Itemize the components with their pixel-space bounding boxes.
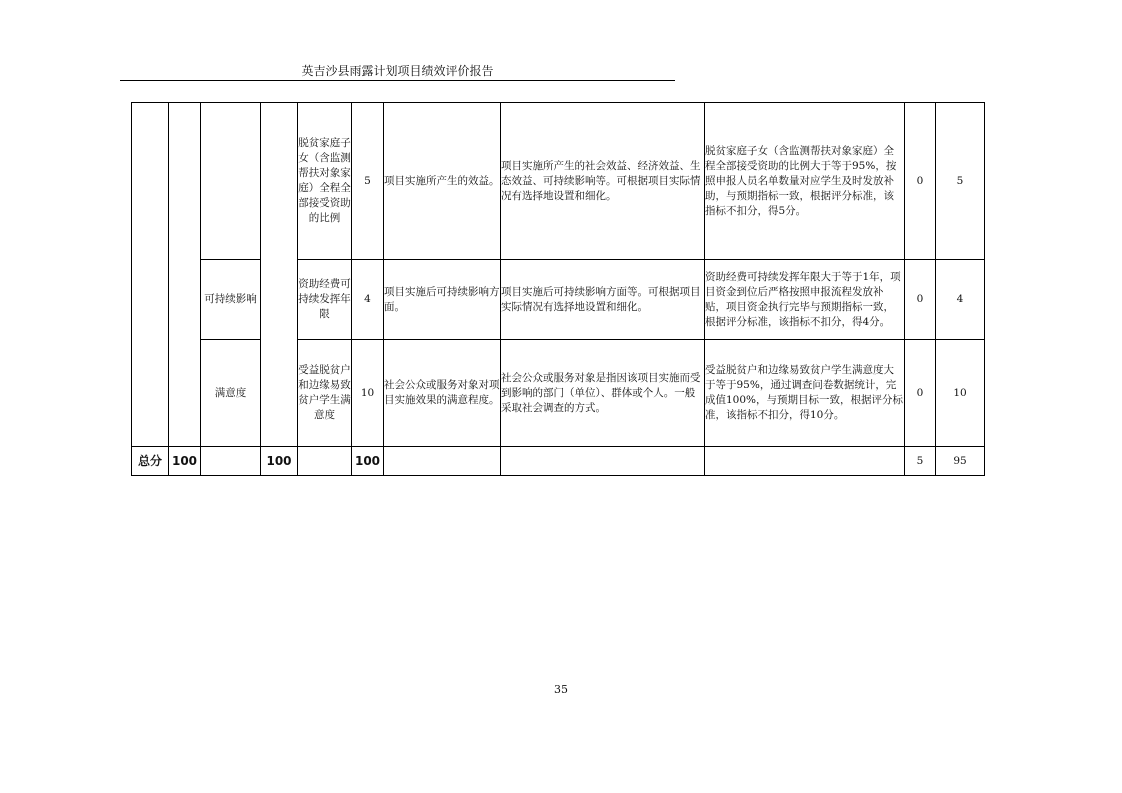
page-number: 35 [554, 683, 568, 696]
total-score: 95 [936, 447, 985, 476]
weight-cell: 4 [352, 260, 384, 340]
guidance-cell: 项目实施后可持续影响方面等。可根据项目实际情况有选择地设置和细化。 [501, 260, 705, 340]
deduction-cell: 0 [905, 103, 936, 260]
total-empty-cell [705, 447, 905, 476]
level3-indicator-cell: 受益脱贫户和边缘易致贫户学生满意度 [298, 340, 352, 447]
report-title: 英吉沙县雨露计划项目绩效评价报告 [301, 64, 494, 78]
header-rule [120, 80, 675, 81]
weight-cell: 5 [352, 103, 384, 260]
table-row [132, 103, 985, 260]
total-empty-cell [298, 447, 352, 476]
total-level3-weight: 100 [352, 447, 384, 476]
table-row [132, 340, 985, 447]
deduction-cell: 0 [905, 260, 936, 340]
score-cell: 5 [936, 103, 985, 260]
level2-weight-cell [261, 103, 298, 447]
score-cell: 10 [936, 340, 985, 447]
total-label: 总分 [132, 447, 169, 476]
guidance-cell: 社会公众或服务对象是指因该项目实施而受到影响的部门（单位）、群体或个人。一般采取社会调查的方式。 [501, 340, 705, 447]
level1-indicator-cell [132, 103, 169, 447]
score-cell: 4 [936, 260, 985, 340]
total-level2-weight: 100 [261, 447, 298, 476]
scoring-standard-cell: 资助经费可持续发挥年限大于等于1年，项目资金到位后严格按照申报流程发放补贴，项目资金执行完毕与预期指标一致，根据评分标准，该指标不扣分，得4分。 [705, 260, 905, 340]
total-empty-cell [201, 447, 261, 476]
explanation-cell: 项目实施后可持续影响方面。 [384, 260, 501, 340]
total-empty-cell [501, 447, 705, 476]
table-row [132, 260, 985, 340]
total-empty-cell [384, 447, 501, 476]
level3-indicator-cell: 资助经费可持续发挥年限 [298, 260, 352, 340]
level2-indicator-cell [201, 103, 261, 260]
weight-cell: 10 [352, 340, 384, 447]
scoring-standard-cell: 脱贫家庭子女（含监测帮扶对象家庭）全程全部接受资助的比例大于等于95%，按照申报人员名单数量对应学生及时发放补助，与预期指标一致，根据评分标准，该指标不扣分，得5分。 [705, 103, 905, 260]
total-level1-weight: 100 [169, 447, 201, 476]
level2-indicator-cell: 可持续影响 [201, 260, 261, 340]
deduction-cell: 0 [905, 340, 936, 447]
total-row [132, 447, 985, 476]
explanation-cell: 项目实施所产生的效益。 [384, 103, 501, 260]
total-deduction: 5 [905, 447, 936, 476]
explanation-cell: 社会公众或服务对象对项目实施效果的满意程度。 [384, 340, 501, 447]
level1-weight-cell [169, 103, 201, 447]
level2-indicator-cell: 满意度 [201, 340, 261, 447]
level3-indicator-cell: 脱贫家庭子女（含监测帮扶对象家庭）全程全部接受资助的比例 [298, 103, 352, 260]
scoring-standard-cell: 受益脱贫户和边缘易致贫户学生满意度大于等于95%，通过调查问卷数据统计，完成值100%，与预期目标一致，根据评分标准，该指标不扣分，得10分。 [705, 340, 905, 447]
guidance-cell: 项目实施所产生的社会效益、经济效益、生态效益、可持续影响等。可根据项目实际情况有选择地设置和细化。 [501, 103, 705, 260]
evaluation-table [131, 102, 985, 476]
